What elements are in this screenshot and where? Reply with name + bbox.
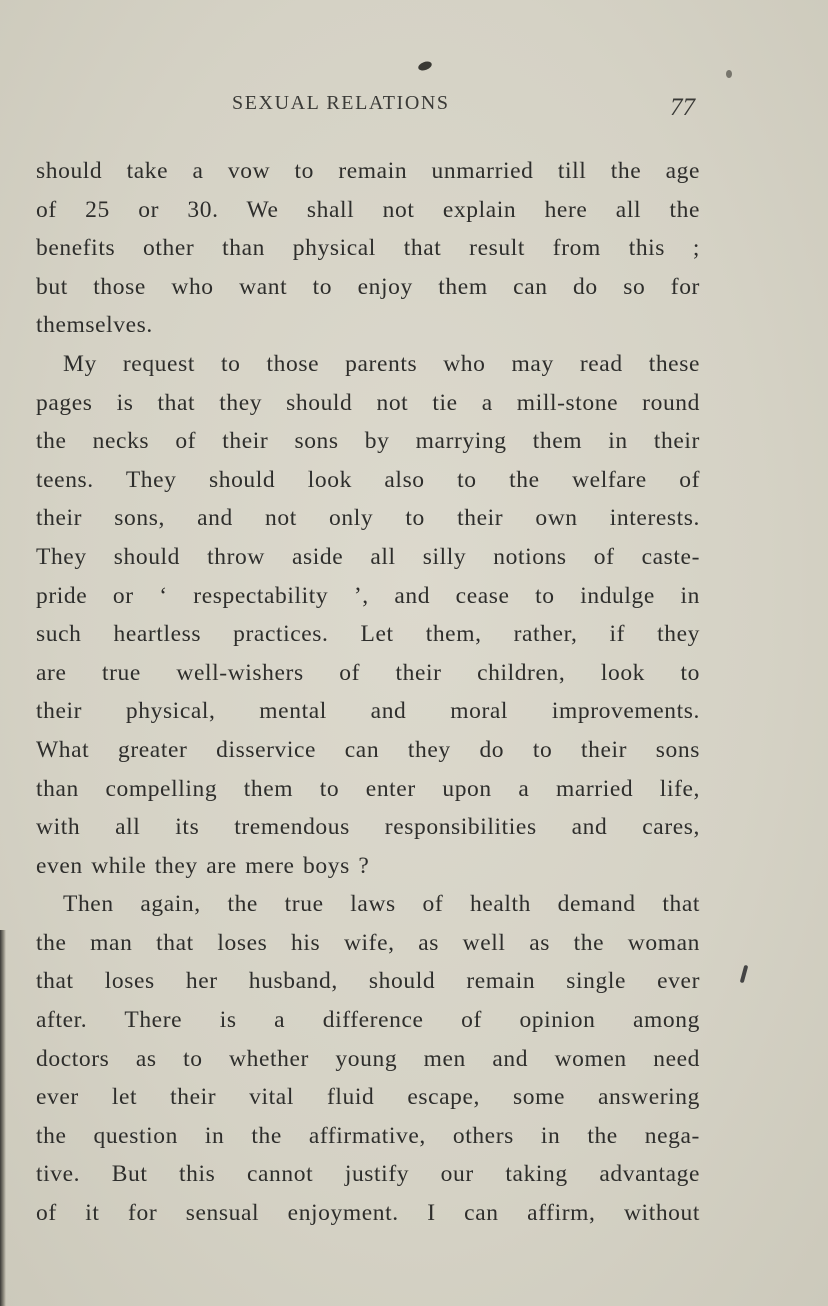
text-line: are true well-wishers of their children, look to [36, 659, 700, 686]
text-line: the man that loses his wife, as well as the woman [36, 929, 700, 956]
text-line: of 25 or 30. We shall not explain here all the [36, 196, 700, 223]
text-line: should take a vow to remain unmarried till the age [36, 158, 700, 184]
text-line: even while they are mere boys ? [36, 852, 370, 879]
text-line: the necks of their sons by marrying them in their [36, 428, 700, 455]
text-line: that loses her husband, should remain single ever [36, 968, 700, 995]
text-line: after. There is a difference of opinion among [36, 1007, 700, 1034]
spine-shadow [0, 930, 6, 1306]
ink-speck [740, 965, 749, 983]
text-line: their sons, and not only to their own interests. [36, 505, 700, 532]
text-line: such heartless practices. Let them, rather, if they [36, 621, 700, 648]
text-line: pride or ‘ respectability ’, and cease to indulge in [36, 582, 700, 609]
text-line: of it for sensual enjoyment. I can affirm, without [36, 1200, 700, 1227]
ink-speck [726, 70, 732, 78]
text-line: They should throw aside all silly notions of caste- [36, 543, 700, 570]
page-number: 77 [670, 94, 695, 121]
text-line: ever let their vital fluid escape, some answering [36, 1084, 700, 1111]
text-line: with all its tremendous responsibilities and cares, [36, 814, 700, 841]
text-line: What greater disservice can they do to their sons [36, 736, 700, 763]
text-line: Then again, the true laws of health demand that [63, 891, 700, 918]
text-line: tive. But this cannot justify our taking advantage [36, 1161, 700, 1188]
text-line: the question in the affirmative, others in the nega- [36, 1122, 700, 1149]
text-line: themselves. [36, 312, 153, 339]
text-line: but those who want to enjoy them can do so for [36, 273, 700, 300]
text-line: doctors as to whether young men and women need [36, 1045, 700, 1072]
body-text [36, 152, 700, 1233]
text-line: teens. They should look also to the welfare of [36, 466, 700, 493]
text-line: than compelling them to enter upon a married life, [36, 775, 700, 802]
text-line: pages is that they should not tie a mill-stone round [36, 389, 700, 416]
text-line: My request to those parents who may read these [63, 350, 700, 377]
text-line: benefits other than physical that result from this ; [36, 235, 700, 262]
text-line: their physical, mental and moral improvements. [36, 698, 700, 725]
ink-speck [417, 60, 433, 72]
running-head: SEXUAL RELATIONS [232, 92, 450, 114]
